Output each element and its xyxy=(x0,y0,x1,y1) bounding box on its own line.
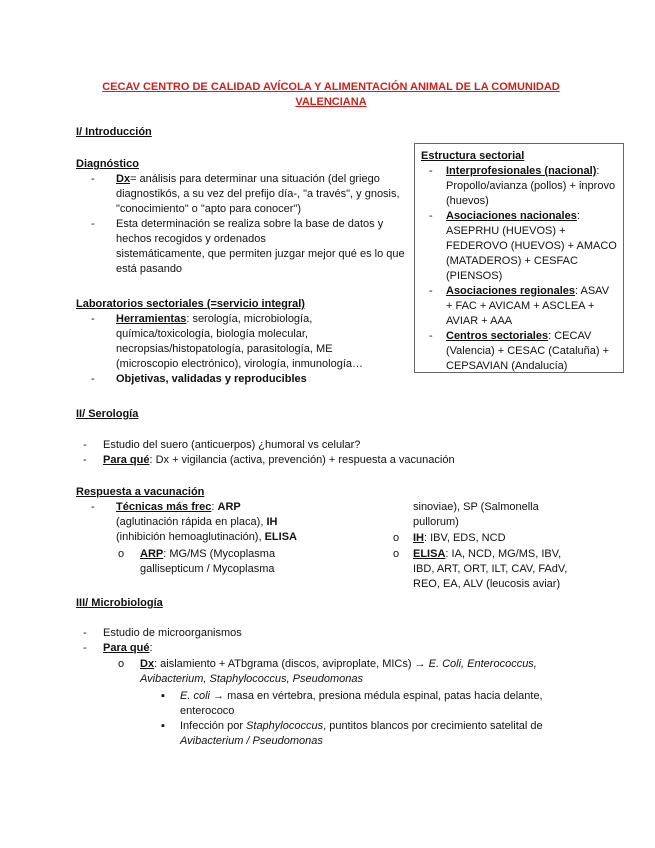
list-item: - Herramientas: serología, microbiología, química/toxicología, biología molecular, necropsias/histopatología, parasitología, ME (microscopio electrónico), virología, inmunología… xyxy=(91,313,363,370)
dash-bullet: - xyxy=(83,627,87,639)
circle-bullet: o xyxy=(393,548,400,560)
dash-bullet: - xyxy=(429,285,433,297)
dash-bullet: - xyxy=(91,501,95,513)
box-heading: Estructura sectorial xyxy=(421,150,525,162)
document-title: CECAV CENTRO DE CALIDAD AVÍCOLA Y ALIMENTACIÓN ANIMAL DE LA COMUNIDAD VALENCIANA xyxy=(102,81,560,108)
diagnostico-list xyxy=(91,172,407,277)
dx-item: o Dx: aislamiento + ATbgrama (discos, aviproplate, MICs) → E. Coli, Enterococcus, Avibacterium, Staphylococcus, Pseudomonas xyxy=(118,658,537,685)
square-bullet: ▪ xyxy=(161,720,165,732)
circle-bullet: o xyxy=(118,658,125,670)
heading-diagnostico: Diagnóstico xyxy=(76,158,139,170)
list-item: - Objetivas, validadas y reproducibles xyxy=(91,373,307,385)
list-item: - Asociaciones nacionales: ASEPRHU (HUEVOS) + FEDEROVO (HUEVOS) + AMACO (MATADEROS) + CESFAC (PIENSOS) xyxy=(429,210,617,282)
list-item: - Para qué: Dx + vigilancia (activa, prevención) + respuesta a vacunación xyxy=(83,454,455,466)
elisa-item: o ELISA: IA, NCD, MG/MS, IBV, IBD, ART, ORT, ILT, CAV, FAdV, REO, EA, ALV (leucosis aviar) xyxy=(393,548,568,590)
dash-bullet: - xyxy=(83,642,87,654)
list-item: ▪ Infección por Staphylococcus, puntitos blancos por crecimiento satelital de Avibacterium / Pseudomonas xyxy=(161,720,543,747)
list-item: - Estudio del suero (anticuerpos) ¿humoral vs celular? xyxy=(83,439,361,451)
circle-bullet: o xyxy=(118,548,125,560)
microbiologia-list xyxy=(78,626,598,656)
dash-bullet: - xyxy=(91,313,95,325)
list-item: - Interprofesionales (nacional): Propollo/avianza (pollos) + inprovo (huevos) xyxy=(429,165,616,207)
list-item: - Para qué: xyxy=(83,642,153,654)
list-item: - Esta determinación se realiza sobre la base de datos y hechos recogidos y ordenados sistemáticamente, que permiten juzgar mejor qué es lo que está pasando xyxy=(91,218,405,275)
dash-bullet: - xyxy=(83,439,87,451)
list-item: - Asociaciones regionales: ASAV + FAC + AVICAM + ASCLEA + AVIAR + AAA xyxy=(429,285,610,327)
arp-item: o ARP: MG/MS (Mycoplasma gallisepticum / Mycoplasma xyxy=(118,548,276,575)
tecnicas-item: - Técnicas más frec: ARP (aglutinación rápida en placa), IH (inhibición hemoaglutinación), ELISA xyxy=(91,501,297,543)
list-item: - Centros sectoriales: CECAV (Valencia) + CESAC (Cataluña) + CEPSAVIAN (Andalucía) xyxy=(429,330,610,372)
laboratorios-list xyxy=(91,312,381,387)
dash-bullet: - xyxy=(83,454,87,466)
estructura-sectorial-box xyxy=(414,143,624,373)
ih-item: o IH: IBV, EDS, NCD xyxy=(393,532,506,544)
section-heading-microbiologia: III/ Microbiología xyxy=(76,597,163,609)
dash-bullet: - xyxy=(91,218,95,230)
dash-bullet: - xyxy=(91,373,95,385)
square-bullet: ▪ xyxy=(161,690,165,702)
list-item: - Dx= análisis para determinar una situación (del griego diagnostikós, a su vez del prefijo día-, "a través", y gnosis, "conocimiento" o "apto para conocer") xyxy=(91,173,400,215)
section-heading-introduccion: I/ Introducción xyxy=(76,126,152,138)
dash-bullet: - xyxy=(429,210,433,222)
list-item: ▪ E. coli → masa en vértebra, presiona médula espinal, patas hacia delante, enterococo xyxy=(161,690,543,717)
dash-bullet: - xyxy=(429,330,433,342)
heading-respuesta-vacunacion: Respuesta a vacunación xyxy=(76,486,205,498)
circle-bullet: o xyxy=(393,532,400,544)
heading-laboratorios: Laboratorios sectoriales (=servicio integral) xyxy=(76,298,305,310)
section-heading-serologia: II/ Serología xyxy=(76,408,139,420)
list-item: - Estudio de microorganismos xyxy=(83,627,242,639)
dash-bullet: - xyxy=(91,173,95,185)
dash-bullet: - xyxy=(429,165,433,177)
arp-continuation: sinoviae), SP (Salmonella pullorum) xyxy=(413,501,539,528)
serologia-list xyxy=(78,438,598,468)
sub-list xyxy=(161,689,581,749)
